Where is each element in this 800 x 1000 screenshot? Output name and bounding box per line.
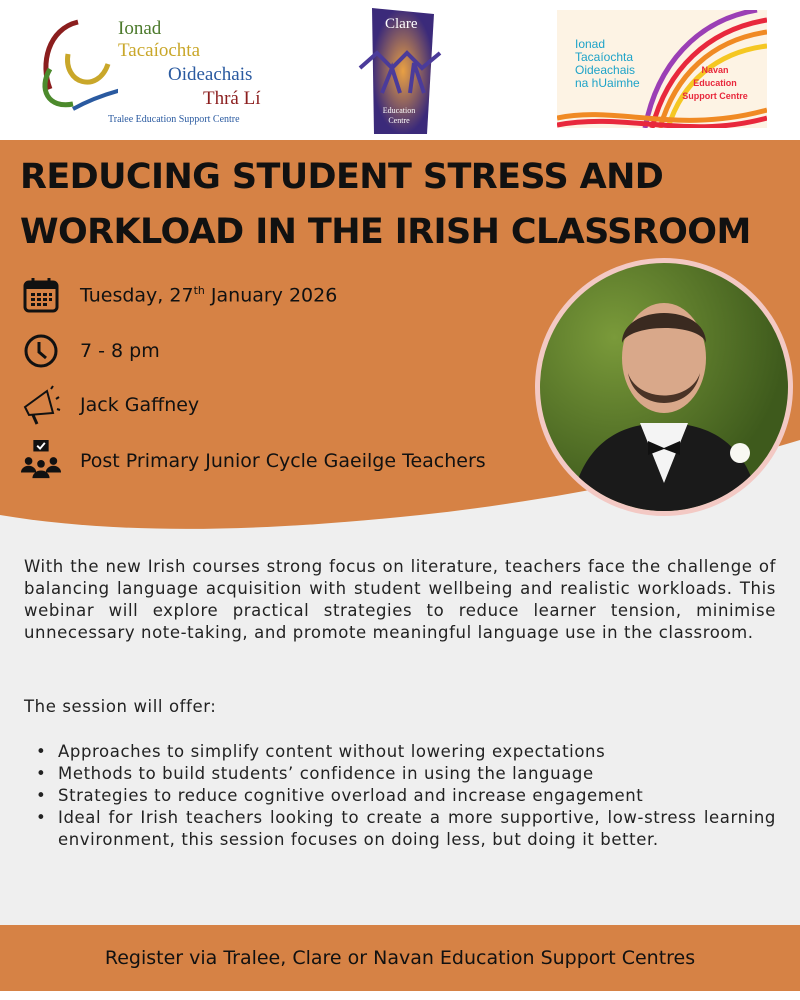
clare-logo bbox=[352, 8, 447, 134]
list-item: • Methods to build students’ confidence in using the language bbox=[36, 763, 776, 785]
clare-name: Clare bbox=[385, 16, 418, 32]
calendar-icon bbox=[20, 274, 62, 316]
clare-subtitle: Education Centre bbox=[382, 106, 416, 125]
bottom-strip bbox=[0, 991, 800, 1000]
date-month-year: January 2026 bbox=[204, 284, 338, 307]
title-line-2: WORKLOAD IN THE IRISH CLASSROOM bbox=[20, 212, 751, 252]
event-date bbox=[20, 274, 337, 316]
description-paragraph: With the new Irish courses strong focus on literature, teachers face the challenge of balancing language acquisition with student wellbeing and realistic workloads. This webinar will explore practical strategies to reduce learner tension, minimise unnecessary note-taking, and promote meaningful language use in the classroom. bbox=[24, 557, 776, 642]
tralee-line-4: Thrá Lí bbox=[203, 88, 261, 109]
tralee-line-2: Tacaíochta bbox=[118, 40, 201, 61]
navan-irish-name bbox=[575, 38, 640, 90]
tralee-subtitle: Tralee Education Support Centre bbox=[108, 114, 240, 125]
list-item: • Strategies to reduce cognitive overload and increase engagement bbox=[36, 785, 776, 807]
registration-footer bbox=[0, 925, 800, 991]
navan-english-line: Education bbox=[693, 78, 737, 88]
navan-english-line: Navan bbox=[701, 65, 729, 75]
event-time-text: 7 - 8 pm bbox=[80, 340, 160, 362]
tralee-line-1: Ionad bbox=[118, 18, 162, 39]
audience-text: Post Primary Junior Cycle Gaeilge Teachers bbox=[80, 450, 486, 472]
speaker-name: Jack Gaffney bbox=[80, 394, 200, 416]
navan-english-line: Support Centre bbox=[682, 91, 748, 101]
navan-irish-line: Oideachais bbox=[575, 63, 636, 77]
navan-irish-line: Ionad bbox=[575, 37, 606, 51]
list-item: • Ideal for Irish teachers looking to create a more supportive, low-stress learning environment, this session focuses on doing less, but doing it better. bbox=[36, 807, 776, 851]
event-date-text bbox=[80, 284, 337, 306]
event-speaker bbox=[20, 384, 199, 426]
navan-irish-line: na hUaimhe bbox=[575, 76, 640, 90]
tralee-logo bbox=[38, 14, 288, 129]
offer-list bbox=[36, 741, 776, 851]
clock-icon bbox=[20, 330, 62, 372]
offer-heading: The session will offer: bbox=[24, 697, 217, 716]
list-item: • Approaches to simplify content without lowering expectations bbox=[36, 741, 776, 763]
navan-logo bbox=[557, 10, 767, 128]
registration-text: Register via Tralee, Clare or Navan Education Support Centres bbox=[104, 947, 696, 969]
navan-english-name bbox=[675, 64, 755, 103]
title-line-1: REDUCING STUDENT STRESS AND bbox=[20, 157, 664, 197]
megaphone-icon bbox=[20, 384, 62, 426]
date-ordinal: th bbox=[193, 283, 205, 297]
audience-group-icon bbox=[20, 440, 62, 482]
logo-header bbox=[0, 0, 800, 140]
tralee-logo-emblem bbox=[38, 14, 118, 114]
navan-irish-line: Tacaíochta bbox=[575, 50, 634, 64]
event-time bbox=[20, 330, 160, 372]
tralee-line-3: Oideachais bbox=[168, 64, 253, 85]
event-audience bbox=[20, 440, 486, 482]
date-day: Tuesday, 27 bbox=[80, 284, 194, 307]
page-title bbox=[20, 150, 751, 260]
speaker-photo bbox=[535, 258, 793, 516]
